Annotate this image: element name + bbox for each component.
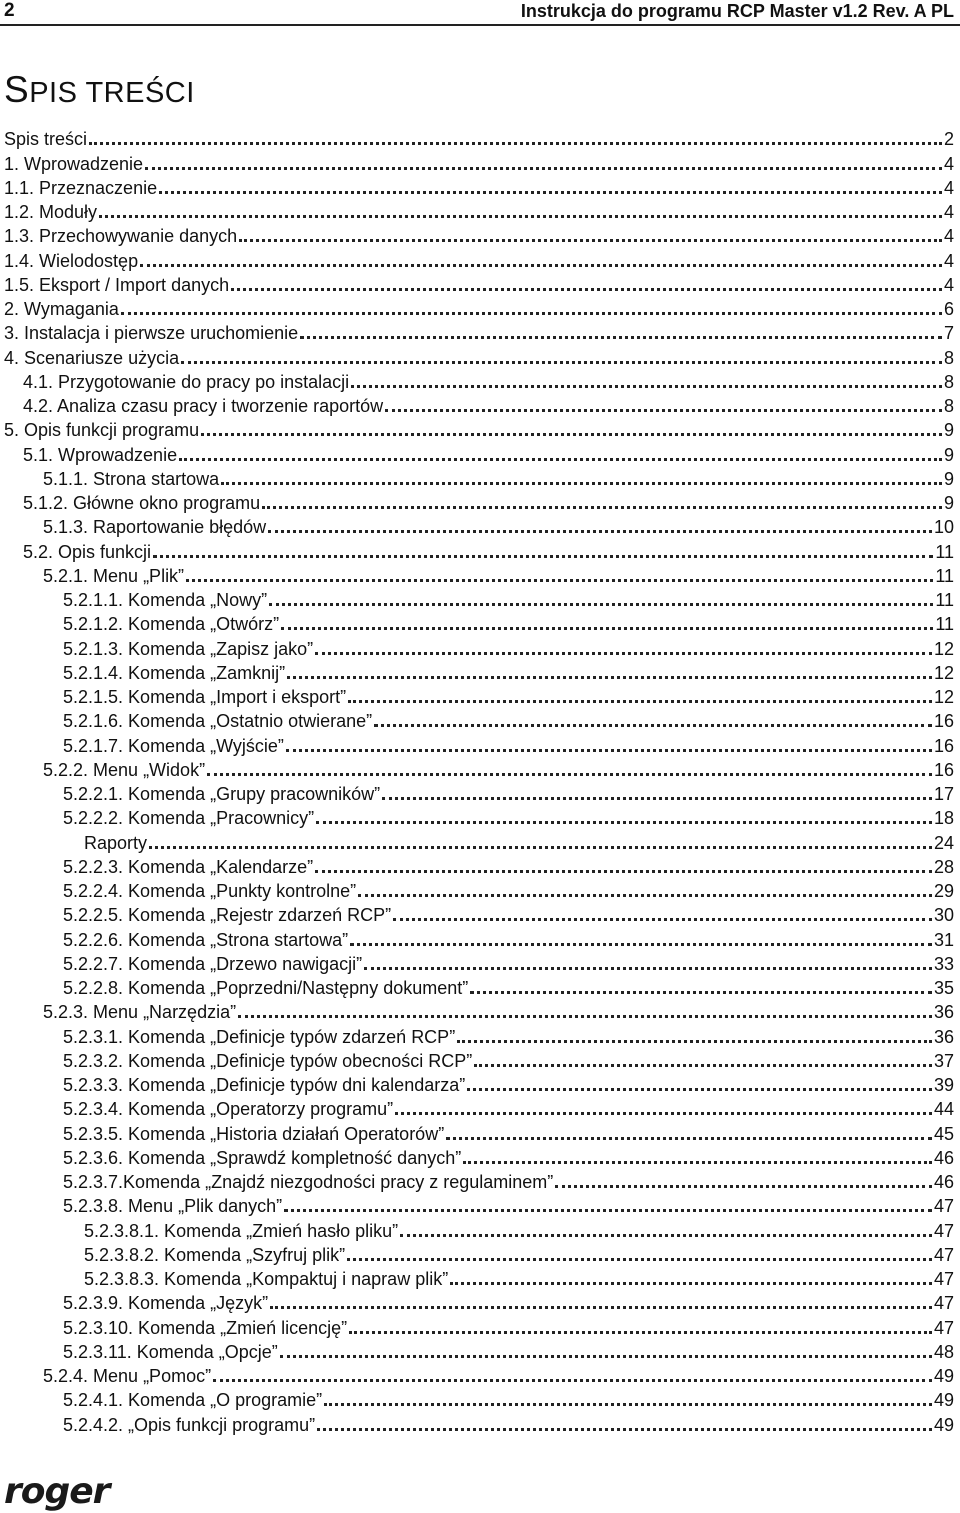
toc-entry-label: 5.2.1.2. Komenda „Otwórz”: [63, 614, 280, 635]
toc-entry-page: 47: [933, 1317, 954, 1338]
toc-leader-dots: [358, 894, 932, 897]
toc-entry[interactable]: [4, 708, 954, 732]
toc-leader-dots: [121, 312, 942, 315]
toc-leader-dots: [213, 1379, 932, 1382]
toc-entry[interactable]: [4, 126, 954, 150]
toc-entry-label: 5.2.1.3. Komenda „Zapisz jako”: [63, 638, 314, 659]
toc-entry-page: 36: [933, 1002, 954, 1023]
toc-entry[interactable]: [4, 1120, 954, 1144]
toc-entry-label: 5.2.2.5. Komenda „Rejestr zdarzeń RCP”: [63, 905, 392, 926]
toc-leader-dots: [207, 773, 932, 776]
toc-entry-label: 1. Wprowadzenie: [4, 153, 144, 174]
toc-entry[interactable]: [4, 587, 954, 611]
toc-entry-page: 16: [933, 735, 954, 756]
toc-entry[interactable]: [4, 1096, 954, 1120]
toc-entry-label: 5.2.1.6. Komenda „Ostatnio otwierane”: [63, 711, 373, 732]
toc-leader-dots: [221, 482, 942, 485]
toc-leader-dots: [239, 239, 942, 242]
toc-entry-page: 45: [933, 1123, 954, 1144]
toc-entry-page: 47: [933, 1293, 954, 1314]
toc-entry[interactable]: [4, 441, 954, 465]
toc-entry[interactable]: [4, 951, 954, 975]
toc-entry-page: 46: [933, 1147, 954, 1168]
toc-entry-label: 5.2.2.1. Komenda „Grupy pracowników”: [63, 784, 381, 804]
toc-entry[interactable]: [4, 538, 954, 562]
toc-entry[interactable]: [4, 514, 954, 538]
toc-leader-dots: [470, 991, 932, 994]
toc-entry-label: 5.1.1. Strona startowa: [43, 468, 220, 489]
toc-entry-label: 4.1. Przygotowanie do pracy po instalacji: [23, 371, 350, 392]
toc-entry-page: 2: [943, 129, 954, 150]
toc-leader-dots: [140, 264, 942, 267]
toc-entry-page: 11: [935, 541, 954, 562]
toc-entry[interactable]: [4, 247, 954, 271]
toc-entry-page: 11: [935, 565, 954, 586]
toc-leader-dots: [286, 749, 932, 752]
toc-leader-dots: [463, 1161, 932, 1164]
toc-entry-label: 5.2.2.6. Komenda „Strona startowa”: [63, 929, 349, 950]
toc-leader-dots: [159, 191, 942, 194]
toc-entry-page: 9: [943, 493, 954, 513]
toc-leader-dots: [149, 846, 932, 849]
toc-entry-label: 5.2.3.4. Komenda „Operatorzy programu”: [63, 1099, 394, 1120]
toc-entry[interactable]: [4, 296, 954, 320]
toc-entry-label: 5.1.2. Główne okno programu: [23, 493, 261, 513]
toc-entry-label: Spis treści: [4, 129, 88, 150]
toc-entry[interactable]: [4, 1072, 954, 1096]
toc-entry-page: 18: [933, 808, 954, 829]
toc-entry-label: 5.2.4. Menu „Pomoc”: [43, 1366, 212, 1386]
toc-entry-page: 12: [933, 662, 954, 683]
toc-entry-page: 17: [933, 784, 954, 804]
toc-entry[interactable]: [4, 320, 954, 344]
toc-entry[interactable]: [4, 417, 954, 441]
toc-entry-page: 47: [933, 1244, 954, 1265]
roger-logo: roger: [4, 1471, 110, 1512]
toc-leader-dots: [145, 167, 942, 170]
toc-entry[interactable]: [4, 732, 954, 756]
toc-entry[interactable]: [4, 684, 954, 708]
toc-entry[interactable]: [4, 902, 954, 926]
toc-entry[interactable]: [4, 829, 954, 853]
toc-entry-page: 24: [933, 832, 954, 853]
toc-entry[interactable]: [4, 660, 954, 684]
toc-entry-page: 6: [943, 299, 954, 319]
toc-leader-dots: [349, 1331, 932, 1334]
toc-entry-label: 5.2.3.8. Menu „Plik danych”: [63, 1196, 283, 1217]
toc-leader-dots: [201, 433, 942, 436]
toc-leader-dots: [450, 1282, 932, 1285]
toc-entry-page: 49: [933, 1366, 954, 1386]
toc-entry[interactable]: [4, 878, 954, 902]
toc-entry-page: 49: [933, 1414, 954, 1435]
toc-entry-page: 9: [943, 420, 954, 441]
toc-entry[interactable]: [4, 199, 954, 223]
toc-entry[interactable]: [4, 490, 954, 514]
toc-entry-label: 2. Wymagania: [4, 299, 119, 319]
toc-entry-page: 16: [933, 711, 954, 732]
toc-entry-label: 3. Instalacja i pierwsze uruchomienie: [4, 323, 299, 344]
toc-entry[interactable]: [4, 1242, 954, 1266]
toc-entry-label: 5.2.1.1. Komenda „Nowy”: [63, 590, 268, 610]
toc-entry-page: 35: [933, 978, 954, 998]
toc-entry-label: 5.2.3.5. Komenda „Historia działań Operatorów”: [63, 1123, 445, 1144]
toc-entry-page: 9: [943, 468, 954, 489]
toc-entry-label: Raporty: [84, 832, 148, 853]
toc-entry[interactable]: [4, 781, 954, 805]
toc-entry[interactable]: [4, 854, 954, 878]
toc-entry-page: 31: [933, 929, 954, 950]
toc-entry[interactable]: [4, 1387, 954, 1411]
toc-entry-label: 5.2.3.9. Komenda „Język”: [63, 1293, 269, 1314]
toc-leader-dots: [287, 676, 932, 679]
toc-entry[interactable]: [4, 999, 954, 1023]
toc-entry[interactable]: [4, 393, 954, 417]
toc-entry[interactable]: [4, 369, 954, 393]
toc-entry-page: 8: [943, 396, 954, 416]
toc-leader-dots: [382, 797, 932, 800]
toc-entry-page: 12: [933, 638, 954, 659]
toc-entry-page: 4: [943, 274, 954, 295]
toc-entry[interactable]: [4, 563, 954, 587]
toc-leader-dots: [238, 1015, 932, 1018]
toc-entry-page: 8: [943, 347, 954, 368]
toc-entry-page: 10: [933, 517, 954, 538]
toc-entry[interactable]: [4, 175, 954, 199]
toc-entry-label: 5.2.2.7. Komenda „Drzewo nawigacji”: [63, 953, 363, 974]
toc-entry-page: 49: [933, 1390, 954, 1411]
toc-entry-page: 4: [943, 153, 954, 174]
toc-leader-dots: [555, 1185, 932, 1188]
toc-entry-label: 5.2.3.3. Komenda „Definicje typów dni kalendarza”: [63, 1075, 466, 1095]
toc-leader-dots: [348, 700, 932, 703]
toc-leader-dots: [284, 1209, 932, 1212]
toc-entry-label: 5.2.1.7. Komenda „Wyjście”: [63, 735, 284, 756]
toc-entry-label: 5.2.2.8. Komenda „Poprzedni/Następny dokument”: [63, 978, 469, 998]
toc-leader-dots: [347, 1258, 932, 1261]
toc-leader-dots: [270, 1306, 932, 1309]
toc-entry-label: 4. Scenariusze użycia: [4, 347, 180, 368]
toc-entry[interactable]: [4, 1314, 954, 1338]
toc-entry[interactable]: [4, 1266, 954, 1290]
toc-entry-page: 16: [933, 759, 954, 780]
toc-leader-dots: [280, 1355, 932, 1358]
toc-leader-dots: [316, 821, 932, 824]
toc-entry-label: 5.2.2.3. Komenda „Kalendarze”: [63, 856, 314, 877]
toc-leader-dots: [467, 1088, 932, 1091]
toc-entry-page: 46: [933, 1172, 954, 1192]
toc-entry-label: 5.2.2. Menu „Widok”: [43, 759, 206, 780]
toc-entry[interactable]: [4, 1339, 954, 1363]
toc-entry[interactable]: [4, 805, 954, 829]
toc-leader-dots: [186, 579, 933, 582]
toc-entry[interactable]: [4, 1193, 954, 1217]
toc-entry-page: 4: [943, 250, 954, 271]
toc-entry[interactable]: [4, 1411, 954, 1435]
toc-entry-label: 5.2.3.8.3. Komenda „Kompaktuj i napraw plik”: [84, 1269, 449, 1289]
toc-entry-label: 5.1. Wprowadzenie: [23, 444, 178, 465]
toc-leader-dots: [350, 943, 932, 946]
toc-entry-label: 5.2. Opis funkcji: [23, 541, 152, 562]
toc-entry[interactable]: [4, 223, 954, 247]
toc-leader-dots: [315, 652, 932, 655]
toc-leader-dots: [317, 1428, 932, 1431]
page-number: 2: [4, 0, 15, 21]
toc-entry-page: 4: [943, 226, 954, 247]
toc-entry[interactable]: [4, 1217, 954, 1241]
toc-leader-dots: [268, 530, 932, 533]
toc-leader-dots: [400, 1234, 932, 1237]
toc-entry[interactable]: [4, 150, 954, 174]
toc-heading: SPIS TREŚCI: [4, 69, 195, 110]
toc-entry[interactable]: [4, 1145, 954, 1169]
toc-entry[interactable]: [4, 1169, 954, 1193]
toc-entry[interactable]: [4, 975, 954, 999]
toc-leader-dots: [474, 1064, 932, 1067]
toc-entry[interactable]: [4, 1023, 954, 1047]
toc-leader-dots: [395, 1112, 932, 1115]
toc-entry-label: 1.3. Przechowywanie danych: [4, 226, 238, 247]
toc-entry-label: 5.2.3.2. Komenda „Definicje typów obecności RCP”: [63, 1050, 473, 1071]
toc-entry-label: 4.2. Analiza czasu pracy i tworzenie raportów: [23, 396, 384, 416]
toc-leader-dots: [351, 385, 942, 388]
toc-entry-label: 5. Opis funkcji programu: [4, 420, 200, 441]
toc-leader-dots: [457, 1040, 932, 1043]
toc-entry-page: 48: [933, 1341, 954, 1362]
toc-entry-label: 1.4. Wielodostęp: [4, 250, 139, 271]
toc-entry-page: 9: [943, 444, 954, 465]
toc-leader-dots: [374, 724, 932, 727]
toc-leader-dots: [181, 361, 942, 364]
toc-entry-label: 5.2.3.7.Komenda „Znajdź niezgodności pracy z regulaminem”: [63, 1172, 554, 1192]
toc-entry-label: 5.2.3.11. Komenda „Opcje”: [63, 1341, 278, 1362]
toc-entry-label: 5.2.3. Menu „Narzędzia”: [43, 1002, 237, 1023]
toc-entry-label: 5.2.3.8.1. Komenda „Zmień hasło pliku”: [84, 1220, 399, 1241]
toc-entry-label: 1.1. Przeznaczenie: [4, 177, 158, 198]
toc-entry[interactable]: [4, 757, 954, 781]
toc-entry-page: 28: [933, 856, 954, 877]
toc-entry-label: 5.1.3. Raportowanie błędów: [43, 517, 267, 538]
toc-entry[interactable]: [4, 344, 954, 368]
toc-leader-dots: [393, 918, 932, 921]
toc-entry[interactable]: [4, 466, 954, 490]
toc-entry-page: 7: [943, 323, 954, 344]
toc-leader-dots: [153, 555, 933, 558]
toc-entry[interactable]: [4, 272, 954, 296]
toc-leader-dots: [300, 336, 942, 339]
toc-entry[interactable]: [4, 1048, 954, 1072]
toc-entry-page: 44: [933, 1099, 954, 1120]
toc-entry-page: 33: [933, 953, 954, 974]
toc-entry-label: 1.5. Eksport / Import danych: [4, 274, 230, 295]
toc-leader-dots: [179, 458, 942, 461]
toc-leader-dots: [385, 409, 942, 412]
toc-entry-page: 8: [943, 371, 954, 392]
toc-leader-dots: [315, 870, 932, 873]
toc-entry-page: 30: [933, 905, 954, 926]
toc-entry-page: 47: [933, 1196, 954, 1217]
toc-entry[interactable]: [4, 1290, 954, 1314]
toc-entry[interactable]: [4, 611, 954, 635]
toc-entry-label: 5.2.3.6. Komenda „Sprawdź kompletność danych”: [63, 1147, 462, 1168]
toc-leader-dots: [89, 142, 942, 145]
toc-entry-label: 5.2.2.4. Komenda „Punkty kontrolne”: [63, 881, 357, 901]
toc-leader-dots: [446, 1137, 932, 1140]
toc-leader-dots: [99, 215, 942, 218]
toc-entry-page: 36: [933, 1026, 954, 1047]
page-header: [0, 0, 960, 26]
toc-entry-page: 37: [933, 1050, 954, 1071]
toc-entry-page: 39: [933, 1075, 954, 1095]
toc-entry-label: 5.2.4.1. Komenda „O programie”: [63, 1390, 323, 1411]
toc-entry-label: 5.2.3.1. Komenda „Definicje typów zdarzeń RCP”: [63, 1026, 456, 1047]
toc-entry-page: 47: [933, 1269, 954, 1289]
toc-entry-page: 4: [943, 177, 954, 198]
toc-entry-page: 12: [933, 687, 954, 707]
toc-entry-page: 4: [943, 202, 954, 222]
toc-entry-label: 5.2.4.2. „Opis funkcji programu”: [63, 1414, 316, 1435]
toc-entry-label: 5.2.1. Menu „Plik”: [43, 565, 185, 586]
toc-entry-label: 5.2.2.2. Komenda „Pracownicy”: [63, 808, 315, 829]
toc-entry-label: 5.2.1.5. Komenda „Import i eksport”: [63, 687, 347, 707]
toc-leader-dots: [364, 967, 932, 970]
toc-entry-label: 5.2.3.10. Komenda „Zmień licencję”: [63, 1317, 348, 1338]
toc-entry-page: 11: [935, 614, 954, 635]
toc-entry[interactable]: [4, 1363, 954, 1387]
toc-entry-page: 29: [933, 881, 954, 901]
toc-leader-dots: [281, 627, 933, 630]
toc-entry-label: 5.2.1.4. Komenda „Zamknij”: [63, 662, 286, 683]
toc-leader-dots: [269, 603, 933, 606]
toc-entry[interactable]: [4, 635, 954, 659]
toc-entry-page: 11: [935, 590, 954, 610]
toc-entry-page: 47: [933, 1220, 954, 1241]
document-title: Instrukcja do programu RCP Master v1.2 Rev. A PL: [520, 1, 954, 21]
toc-entry-label: 1.2. Moduły: [4, 202, 98, 222]
toc-entry[interactable]: [4, 926, 954, 950]
toc-leader-dots: [231, 288, 942, 291]
table-of-contents: [4, 126, 954, 1436]
toc-entry-label: 5.2.3.8.2. Komenda „Szyfruj plik”: [84, 1244, 346, 1265]
toc-leader-dots: [262, 506, 942, 509]
toc-leader-dots: [324, 1403, 932, 1406]
